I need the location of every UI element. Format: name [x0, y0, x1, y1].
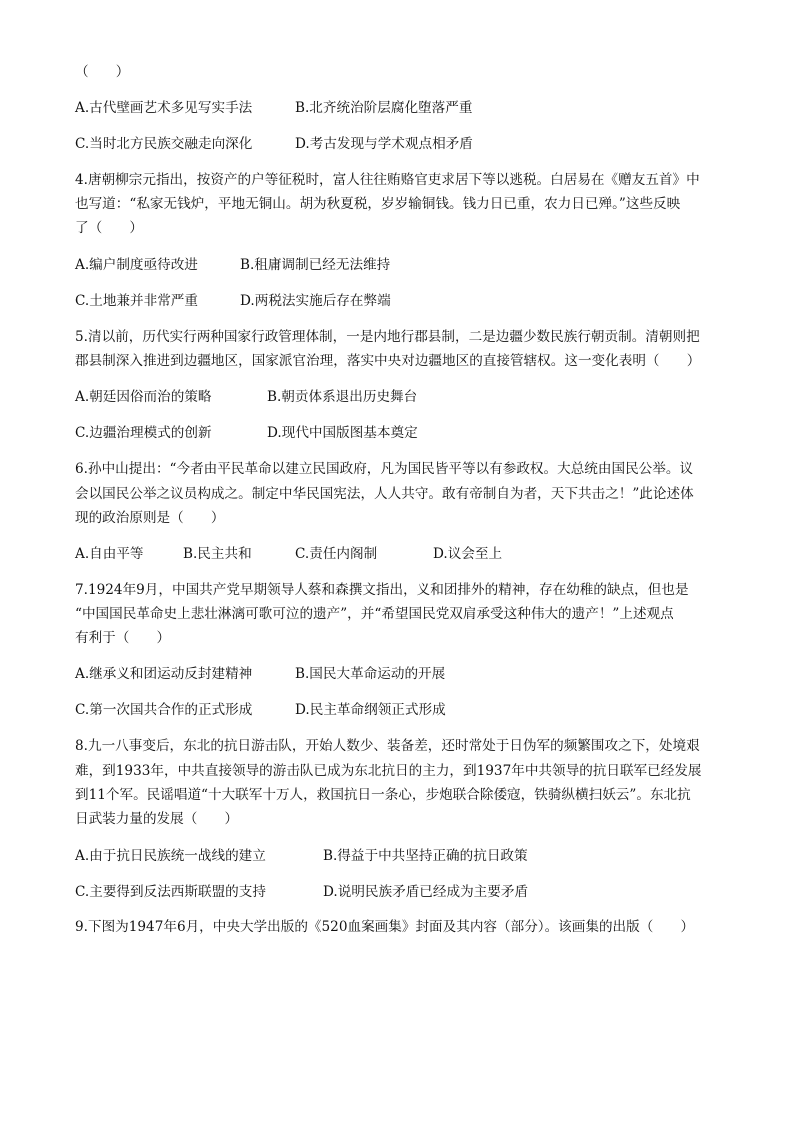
q7-stem-line-2: “中国国民革命史上悲壮淋漓可歌可泣的遗产”，并“希望国民党双肩承受这种伟大的遗产！”上述观点 [75, 606, 674, 622]
q8-stem-line-1: 8.九一八事变后，东北的抗日游击队，开始人数少、装备差，还时常处于日伪军的频繁围攻之下，处境艰 [75, 738, 700, 754]
q6-option-a: A.自由平等 [75, 546, 144, 562]
q4-option-a: A.编户制度亟待改进 [75, 257, 198, 273]
q8-option-c: C.主要得到反法西斯联盟的支持 [75, 884, 266, 900]
q7-stem-line-1: 7.1924年9月，中国共产党早期领导人蔡和森撰文指出，义和团排外的精神，存在幼稚的缺点，但也是 [75, 582, 689, 598]
q6-option-d: D.议会至上 [433, 546, 503, 562]
q7-option-b: B.国民大革命运动的开展 [295, 666, 446, 682]
q8-stem-line-4: 日武装力量的发展（ ） [75, 811, 239, 827]
q4-option-b: B.租庸调制已经无法维持 [240, 257, 391, 273]
q4-stem-line-1: 4.唐朝柳宗元指出，按资产的户等征税时，富人往往贿赂官吏求居下等以逃税。白居易在《赠友五首》中 [75, 172, 700, 188]
q7-option-d: D.民主革命纲领正式形成 [295, 702, 446, 718]
q5-option-c: C.边疆治理模式的创新 [75, 425, 212, 441]
q5-stem-line-1: 5.清以前，历代实行两种国家行政管理体制，一是内地行郡县制，二是边疆少数民族行朝贡制。清朝则把 [75, 329, 700, 345]
q8-option-a: A.由于抗日民族统一战线的建立 [75, 848, 266, 864]
q3-answer-blank: （ ） [75, 64, 130, 80]
q4-option-d: D.两税法实施后存在弊端 [240, 293, 391, 309]
q6-stem-line-1: 6.孙中山提出：“今者由平民革命以建立民国政府，凡为国民皆平等以有参政权。大总统由国民公举。议 [75, 461, 694, 477]
q3-option-c: C.当时北方民族交融走向深化 [75, 136, 253, 152]
q8-stem-line-2: 难，到1933年，中共直接领导的游击队已成为东北抗日的主力，到1937年中共领导的抗日联军已经发展 [75, 763, 702, 779]
q3-option-d: D.考古发现与学术观点相矛盾 [295, 136, 473, 152]
q6-option-b: B.民主共和 [183, 546, 252, 562]
q5-option-a: A.朝廷因俗而治的策略 [75, 389, 212, 405]
q6-stem-line-3: 现的政治原则是（ ） [75, 510, 225, 526]
q7-option-c: C.第一次国共合作的正式形成 [75, 702, 253, 718]
q5-stem-line-2: 郡县制深入推进到边疆地区，国家派官治理，落实中央对边疆地区的直接管辖权。这一变化表明（ ） [75, 353, 701, 369]
q9-stem-line-1: 9.下图为1947年6月，中央大学出版的《520血案画集》封面及其内容（部分）。该画集的出版（ ） [75, 919, 695, 935]
q8-option-b: B.得益于中共坚持正确的抗日政策 [323, 848, 528, 864]
q7-stem-line-3: 有利于（ ） [75, 630, 171, 646]
q5-option-b: B.朝贡体系退出历史舞台 [267, 389, 418, 405]
q4-stem-line-2: 也写道：“私家无钱炉，平地无铜山。胡为秋夏税，岁岁输铜钱。钱力日已重，农力日已殚。”这些反映 [75, 196, 681, 212]
q8-stem-line-3: 到11个军。民谣唱道“十大联军十万人，救国抗日一条心，步炮联合除倭寇，铁骑纵横扫妖云”。东北抗 [75, 787, 691, 803]
q8-option-d: D.说明民族矛盾已经成为主要矛盾 [323, 884, 529, 900]
q4-option-c: C.土地兼并非常严重 [75, 293, 198, 309]
q6-option-c: C.责任内阁制 [295, 546, 378, 562]
q3-option-a: A.古代壁画艺术多见写实手法 [75, 100, 253, 116]
q7-option-a: A.继承义和团运动反封建精神 [75, 666, 253, 682]
q3-option-b: B.北齐统治阶层腐化堕落严重 [295, 100, 473, 116]
q4-stem-line-3: 了（ ） [75, 220, 143, 236]
q6-stem-line-2: 会以国民公举之议员构成之。制定中华民国宪法，人人共守。敢有帝制自为者，天下共击之！”此论述体 [75, 486, 694, 502]
q5-option-d: D.现代中国版图基本奠定 [267, 425, 418, 441]
